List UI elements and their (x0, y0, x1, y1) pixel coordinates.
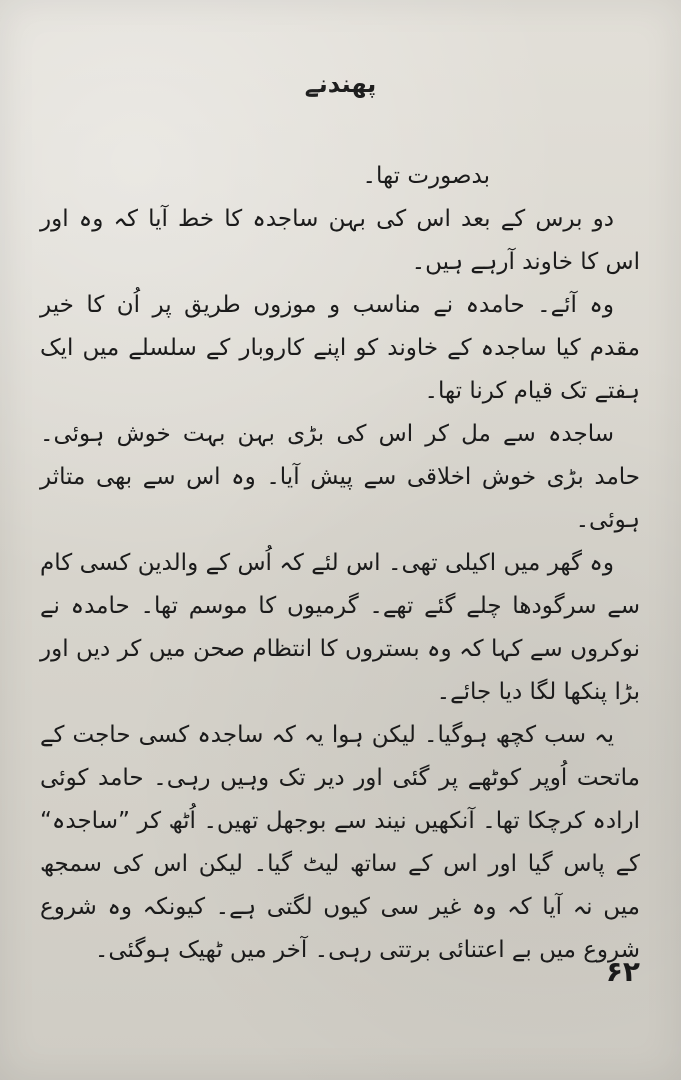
paragraph-5: وہ گھر میں اکیلی تھی۔ اس لئے کہ اُس کے والدین کسی کام سے سرگودھا چلے گئے تھے۔ گرمیوں کا موسم تھا۔ حامدہ نے نوکروں سے کہا کہ وہ بستروں کا انتظام صحن میں کر دیں اور بڑا پنکھا لگا دیا جائے۔ (40, 550, 640, 705)
paragraph-2: دو برس کے بعد اس کی بہن ساجدہ کا خط آیا کہ وہ اور اس کا خاوند آرہے ہیں۔ (40, 206, 640, 275)
page-body (40, 155, 640, 972)
paragraph-6: یہ سب کچھ ہوگیا۔ لیکن ہوا یہ کہ ساجدہ کسی حاجت کے ماتحت اُوپر کوٹھے پر گئی اور دیر تک وہیں رہی۔ حامد کوئی ارادہ کرچکا تھا۔ آنکھیں نیند سے بوجھل تھیں۔ اُٹھ کر ”ساجدہ“ کے پاس گیا اور اس کے ساتھ لیٹ گیا۔ لیکن اس کی سمجھ میں نہ آیا کہ وہ غیر سی کیوں لگتی ہے۔ کیونکہ وہ شروع شروع میں بے اعتنائی برتتی رہی۔ آخر میں ٹھیک ہوگئی۔ (40, 722, 640, 963)
paragraph-4: ساجدہ سے مل کر اس کی بڑی بہن بہت خوش ہوئی۔ حامد بڑی خوش اخلاقی سے پیش آیا۔ وہ اس سے بھی متاثر ہوئی۔ (40, 421, 640, 533)
page-title: پھندنے (304, 70, 377, 98)
paragraph-3: وہ آئے۔ حامدہ نے مناسب و موزوں طریق پر اُن کا خیر مقدم کیا ساجدہ کے خاوند کو اپنے کاروبار کے سلسلے میں ایک ہفتے تک قیام کرنا تھا۔ (40, 292, 640, 404)
paragraph-1: بدصورت تھا۔ (362, 163, 490, 189)
page-number: ۶۲ (605, 955, 640, 988)
